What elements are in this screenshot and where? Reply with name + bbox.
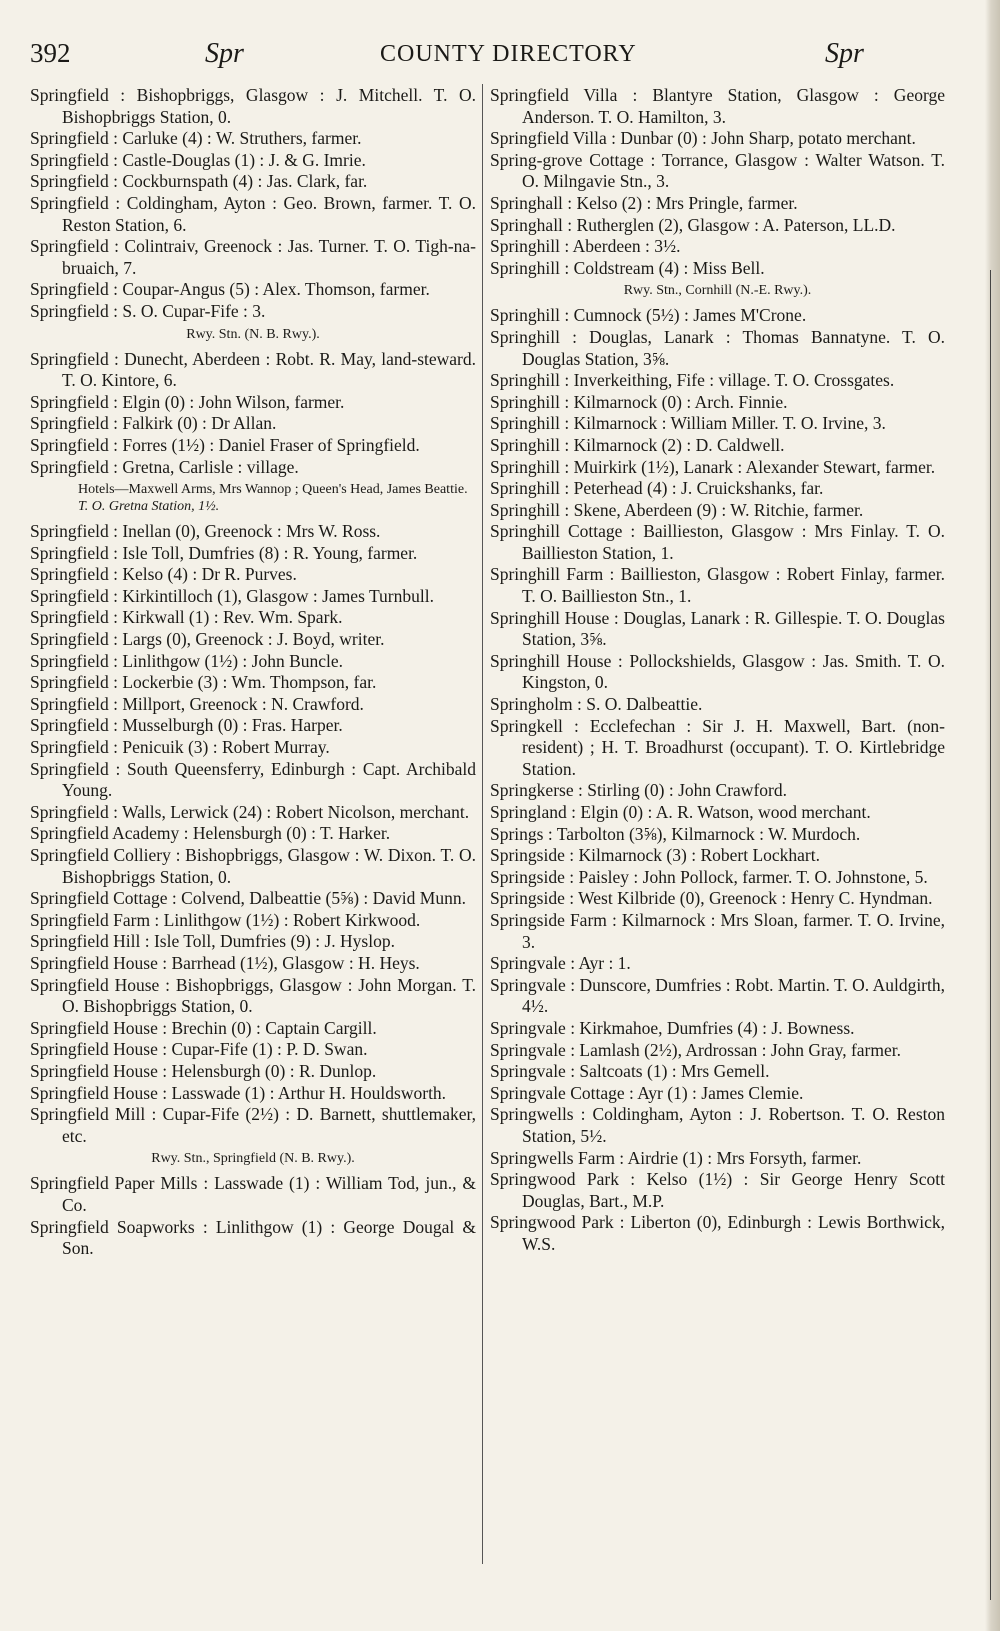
directory-entry: Springfield : Carluke (4) : W. Struthers, farmer. [30,128,362,149]
page-edge [985,0,1000,1631]
directory-entry: Springhill : Coldstream (4) : Miss Bell. [490,257,765,278]
directory-entry: Springwood Park : Liberton (0), Edinburgh : Lewis Borthwick, W.S. [490,1212,945,1254]
directory-entry: Springhill : Kilmarnock (0) : Arch. Finnie. [490,391,788,412]
directory-entry: Springvale : Dunscore, Dumfries : Robt. Martin. T. O. Auldgirth, 4½. [490,974,945,1017]
directory-entry: Springhill : Douglas, Lanark : Thomas Bannatyne. T. O. Douglas Station, 3⅝. [490,326,945,369]
directory-entry: Springfield : Lockerbie (3) : Wm. Thompson, far. [30,672,377,693]
directory-entry: Springfield : Kirkintilloch (1), Glasgow : James Turnbull. [30,585,434,606]
directory-entry: Springfield Cottage : Colvend, Dalbeattie (5⅝) : David Munn. [30,888,466,909]
railway-note: Rwy. Stn. (N. B. Rwy.). [186,326,320,342]
entry-list-b [30,349,476,479]
directory-entry: Springhill House : Douglas, Lanark : R. Gillespie. T. O. Douglas Station, 3⅝. [490,607,945,650]
directory-entry: Springfield House : Brechin (0) : Captain Cargill. [30,1017,377,1038]
directory-entry: Springfield : Gretna, Carlisle : village. [30,456,299,477]
right-catchword: Spr [825,38,864,69]
directory-entry: Springfield Farm : Linlithgow (1½) : Robert Kirkwood. [30,909,421,930]
directory-entry: Springvale : Ayr : 1. [490,953,631,974]
directory-entry: Springfield : Millport, Greenock : N. Crawford. [30,693,364,714]
directory-entry: Springfield House : Barrhead (1½), Glasgow : H. Heys. [30,952,420,973]
hotels-note [30,478,476,521]
entry-list-a [490,85,945,279]
directory-entry: Springhill Farm : Baillieston, Glasgow : Robert Finlay, farmer. T. O. Baillieston Stn., 1. [490,564,945,607]
directory-entry: Springhall : Kelso (2) : Mrs Pringle, farmer. [490,192,798,213]
directory-entry: Springvale : Lamlash (2½), Ardrossan : John Gray, farmer. [490,1039,901,1060]
directory-entry: Springfield Villa : Dunbar (0) : John Sharp, potato merchant. [490,128,916,149]
directory-entry: Springfield : Kelso (4) : Dr R. Purves. [30,564,297,585]
directory-entry: Springfield : Coldingham, Ayton : Geo. Brown, farmer. T. O. Reston Station, 6. [30,192,476,235]
directory-entry: Springhill : Inverkeithing, Fife : village. T. O. Crossgates. [490,370,895,391]
entry-list-a [30,85,476,323]
directory-entry: Springwood Park : Kelso (1½) : Sir George Henry Scott Douglas, Bart., M.P. [490,1169,945,1211]
directory-entry: Springhill : Muirkirk (1½), Lanark : Alexander Stewart, farmer. [490,456,936,477]
directory-entry: Springfield : Dunecht, Aberdeen : Robt. R. May, land-steward. T. O. Kintore, 6. [30,348,476,391]
directory-entry: Springfield House : Lasswade (1) : Arthur H. Houldsworth. [30,1082,447,1103]
directory-entry: Springfield Hill : Isle Toll, Dumfries (9) : J. Hyslop. [30,931,395,952]
directory-entry: Springfield : Falkirk (0) : Dr Allan. [30,413,277,434]
directory-entry: Springfield Colliery : Bishopbriggs, Glasgow : W. Dixon. T. O. Bishopbriggs Station, 0. [30,845,476,887]
directory-entry: Springhill : Kilmarnock : William Miller. T. O. Irvine, 3. [490,413,886,434]
directory-entry: Springvale Cottage : Ayr (1) : James Clemie. [490,1082,804,1103]
directory-entry: Springvale : Saltcoats (1) : Mrs Gemell. [490,1061,770,1082]
left-column [30,85,476,1260]
directory-entry: Springside : Paisley : John Pollock, farmer. T. O. Johnstone, 5. [490,866,928,887]
directory-entry: Springland : Elgin (0) : A. R. Watson, wood merchant. [490,802,871,822]
hotels-text: Hotels—Maxwell Arms, Mrs Wannop ; Queen's Head, James Beattie. [78,482,468,498]
directory-entry: Springfield Soapworks : Linlithgow (1) : George Dougal & Son. [30,1216,476,1259]
directory-entry: Springfield : Kirkwall (1) : Rev. Wm. Spark. [30,607,343,628]
directory-entry: Springwells Farm : Airdrie (1) : Mrs Forsyth, farmer. [490,1147,862,1168]
directory-entry: Springfield : Forres (1½) : Daniel Fraser of Springfield. [30,434,420,455]
column-divider [482,84,483,1564]
directory-entry: Springfield : Largs (0), Greenock : J. Boyd, writer. [30,629,385,650]
directory-entry: Springfield : South Queensferry, Edinburgh : Capt. Archibald Young. [30,758,476,801]
directory-entry: Springside : West Kilbride (0), Greenock : Henry C. Hyndman. [490,888,933,909]
directory-entry: Springfield : S. O. Cupar-Fife : 3. [30,300,266,321]
directory-entry: Springfield House : Cupar-Fife (1) : P. D. Swan. [30,1039,368,1060]
directory-entry: Springfield : Isle Toll, Dumfries (8) : R. Young, farmer. [30,542,418,563]
directory-entry: Springhill House : Pollockshields, Glasgow : Jas. Smith. T. O. Kingston, 0. [490,650,945,693]
directory-entry: Springkerse : Stirling (0) : John Crawford. [490,780,787,801]
directory-entry: Springfield : Musselburgh (0) : Fras. Harper. [30,715,343,736]
directory-entry: Springhill : Peterhead (4) : J. Cruickshanks, far. [490,478,824,499]
page-number: 392 [30,38,71,68]
page-edge-line [990,270,991,1600]
directory-entry: Springfield : Bishopbriggs, Glasgow : J. Mitchell. T. O. Bishopbriggs Station, 0. [30,85,476,127]
entry-list-b [490,305,945,1255]
directory-entry: Springhall : Rutherglen (2), Glasgow : A. Paterson, LL.D. [490,214,896,235]
directory-entry: Springhill : Skene, Aberdeen (9) : W. Ritchie, farmer. [490,499,864,520]
railway-note: Rwy. Stn., Cornhill (N.-E. Rwy.). [623,283,812,299]
directory-entry: Springfield : Elgin (0) : John Wilson, farmer. [30,391,345,412]
directory-entry: Springhill : Cumnock (5½) : James M'Crone. [490,305,807,326]
directory-entry: Springhill : Kilmarnock (2) : D. Caldwell. [490,434,785,455]
directory-entry: Springfield : Castle-Douglas (1) : J. & G. Imrie. [30,149,366,170]
directory-entry: Springfield Academy : Helensburgh (0) : T. Harker. [30,823,391,844]
directory-entry: Springholm : S. O. Dalbeattie. [490,694,703,715]
directory-entry: Springfield : Inellan (0), Greenock : Mrs W. Ross. [30,521,381,542]
hotels-telegraph: T. O. Gretna Station, 1½. [78,499,220,515]
entry-list-c [30,521,476,1147]
right-column [490,85,945,1255]
directory-entry: Springfield Paper Mills : Lasswade (1) : William Tod, jun., & Co. [30,1173,476,1215]
directory-entry: Springfield Villa : Blantyre Station, Glasgow : George Anderson. T. O. Hamilton, 3. [490,85,945,127]
directory-entry: Springfield : Penicuik (3) : Robert Murray. [30,737,330,758]
directory-entry: Springfield : Walls, Lerwick (24) : Robert Nicolson, merchant. [30,801,470,822]
directory-entry: Springside Farm : Kilmarnock : Mrs Sloan, farmer. T. O. Irvine, 3. [490,909,945,952]
directory-entry: Springfield : Coupar-Angus (5) : Alex. Thomson, farmer. [30,279,430,300]
directory-entry: Springfield : Cockburnspath (4) : Jas. Clark, far. [30,171,368,192]
directory-entry: Springwells : Coldingham, Ayton : J. Robertson. T. O. Reston Station, 5½. [490,1104,945,1146]
directory-entry: Springvale : Kirkmahoe, Dumfries (4) : J. Bowness. [490,1017,855,1038]
directory-entry: Spring-grove Cottage : Torrance, Glasgow : Walter Watson. T. O. Milngavie Stn., 3. [490,149,945,192]
directory-entry: Springhill : Aberdeen : 3½. [490,236,681,257]
directory-entry: Springfield : Colintraiv, Greenock : Jas. Turner. T. O. Tigh-na-bruaich, 7. [30,236,476,278]
directory-entry: Springkell : Ecclefechan : Sir J. H. Maxwell, Bart. (non-resident) ; H. T. Broadhurst (occupant). T. O. Kirtlebridge Station. [490,715,945,779]
directory-entry: Springside : Kilmarnock (3) : Robert Lockhart. [490,845,820,866]
directory-entry: Springfield : Linlithgow (1½) : John Buncle. [30,650,344,671]
directory-entry: Springfield House : Helensburgh (0) : R. Dunlop. [30,1060,377,1081]
left-catchword: Spr [205,38,244,69]
railway-note: Rwy. Stn., Springfield (N. B. Rwy.). [151,1151,355,1167]
entry-list-d [30,1173,476,1259]
page-title: COUNTY DIRECTORY [380,41,637,67]
directory-entry: Springhill Cottage : Baillieston, Glasgow : Mrs Finlay. T. O. Baillieston Station, 1. [490,521,945,563]
page-header [30,38,864,78]
directory-entry: Springfield House : Bishopbriggs, Glasgow : John Morgan. T. O. Bishopbriggs Station, 0. [30,974,476,1017]
directory-entry: Springfield Mill : Cupar-Fife (2½) : D. Barnett, shuttlemaker, etc. [30,1104,476,1146]
directory-entry: Springs : Tarbolton (3⅝), Kilmarnock : W. Murdoch. [490,823,861,844]
